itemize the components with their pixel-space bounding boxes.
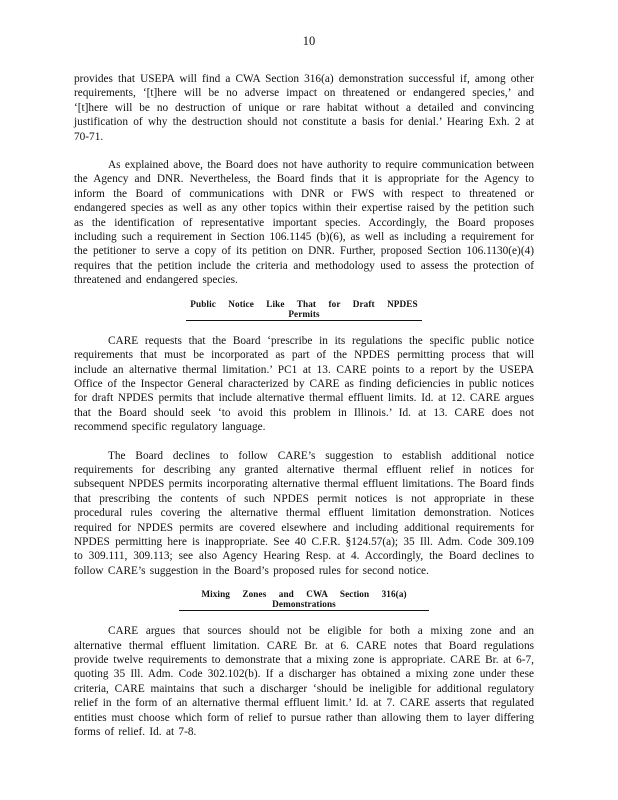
paragraph-board-declines: The Board declines to follow CARE’s suggestion to establish additional notice requirements for describing any granted alternative thermal effluent relief in notices for subsequent NPDES permits incorporating alternative thermal effluent limitations. The Board finds that prescribing the contents of such NPDES permit notices is not appropriate in these procedural rules covering the alternative thermal effluent limitation demonstration. Notices required for NPDES permits are covered elsewhere and including additional requirements for NPDES permitting here is inappropriate. See 40 C.F.R. §124.57(a); 35 Ill. Adm. Code 309.109 to 309.111, 309.113; see also Agency Hearing Resp. at 4. Accordingly, the Board declines to follow CARE’s suggestion in the Board’s proposed rules for second notice. bbox=[74, 449, 534, 577]
page-number: 10 bbox=[302, 34, 316, 48]
section-heading-mixing-zones: Mixing Zones and CWA Section 316(a) Demonstrations bbox=[179, 589, 429, 611]
document-body bbox=[74, 72, 534, 739]
paragraph-board-communication: As explained above, the Board does not have authority to require communication between the Agency and DNR. Nevertheless, the Board finds that it is appropriate for the Agency to inform the Board of communications with DNR or FWS with respect to threatened or endangered species as well as any other topics within their expertise raised by the petition such as the identification of representative important species. Accordingly, the Board proposes including such a requirement in Section 106.1145 (b)(6), as well as including a requirement for the petitioner to serve a copy of its petition on DNR. Further, proposed Section 106.1130(e)(4) requires that the petition include the criteria and methodology used to assess the protection of threatened and endangered species. bbox=[74, 159, 534, 287]
paragraph-care-mixing-zone: CARE argues that sources should not be eligible for both a mixing zone and an alternative thermal effluent limitation. CARE Br. at 6. CARE notes that Board regulations provide twelve requirements to demonstrate that a mixing zone is appropriate. CARE Br. at 6-7, quoting 35 Ill. Adm. Code 302.102(b). If a discharger has obtained a mixing zone under these criteria, CARE maintains that such a discharger ‘should be ineligible for additional regulatory relief in the form of an alternative thermal effluent limit.’ Id. at 7. CARE asserts that regulated entities must choose which form of relief to pursue rather than allowing them to layer differing forms of relief. Id. at 7-8. bbox=[74, 625, 534, 739]
paragraph-care-request: CARE requests that the Board ‘prescribe in its regulations the specific public notice requirements that must be incorporated as part of the NPDES permitting process that will include an alternative thermal limitation.’ PC1 at 13. CARE points to a report by the USEPA Office of the Inspector General characterized by CARE as finding deficiencies in public notices for draft NPDES permits that include alternative thermal effluent limits. Id. at 12. CARE argues that the Board should seek ‘to avoid this problem in Illinois.’ Id. at 13. CARE does not recommend specific regulatory language. bbox=[74, 334, 534, 434]
section-heading-public-notice: Public Notice Like That for Draft NPDES Permits bbox=[186, 299, 422, 321]
paragraph-continuation: provides that USEPA will find a CWA Section 316(a) demonstration successful if, among other requirements, ‘[t]here will be no adverse impact on threatened or endangered species,’ and ‘[t]here will be no destruction of unique or rare habitat without a detailed and convincing justification of why the destruction should not constitute a basis for denial.’ Hearing Exh. 2 at 70-71. bbox=[74, 73, 534, 143]
